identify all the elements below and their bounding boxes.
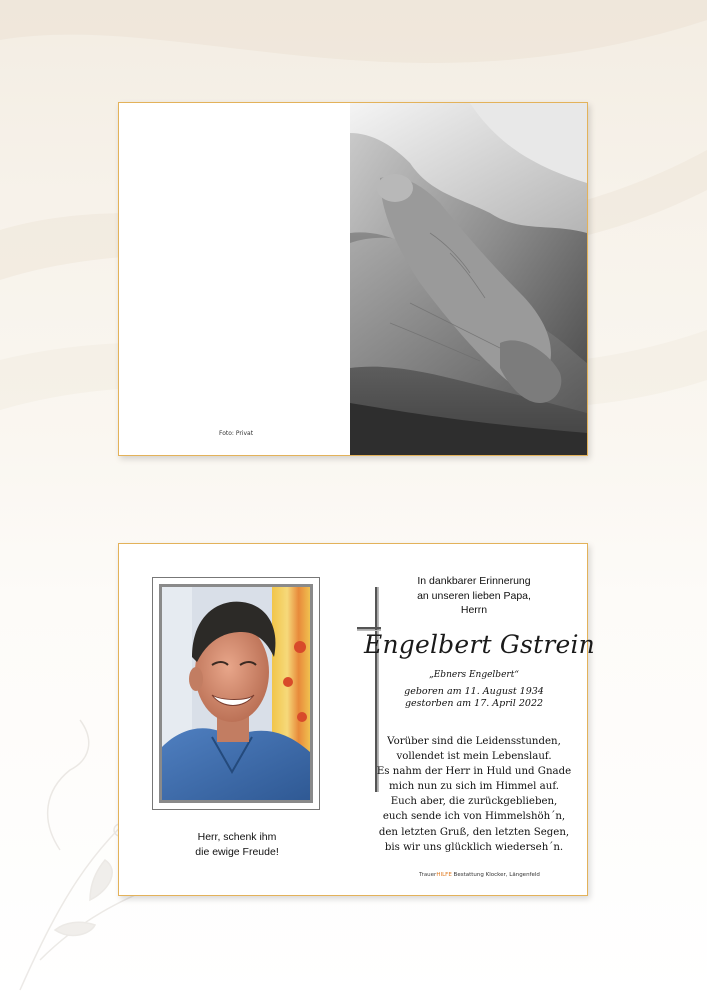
card-front — [118, 102, 588, 456]
poem-line: den letzten Gruß, den letzten Segen, — [378, 826, 570, 838]
poem-line: mich nun zu sich im Himmel auf. — [389, 781, 559, 793]
deceased-nickname: „Ebners Engelbert“ — [429, 670, 519, 680]
card-front-left-panel — [119, 103, 350, 455]
poem-line: bis wir uns glücklich wiederseh´n. — [384, 841, 564, 853]
intro-text — [364, 574, 584, 618]
funeral-home-credit — [419, 872, 540, 878]
photo-credit: Foto: Privat — [219, 430, 254, 437]
funeral-home-name: Bestattung Klocker, Längenfeld — [453, 872, 540, 878]
poem-line: euch sende ich von Himmelshöh´n, — [382, 811, 566, 823]
poem-line: Es nahm der Herr in Huld und Gnade — [376, 766, 572, 778]
death-date: gestorben am 17. April 2022 — [404, 698, 544, 709]
portrait-frame — [152, 577, 320, 810]
life-dates — [364, 686, 584, 710]
brand-name-part1: Trauer — [419, 872, 437, 878]
poem-line: Euch aber, die zurückgeblieben, — [390, 796, 558, 808]
brand-name-part2: HILFE — [436, 872, 452, 878]
deceased-name: Engelbert Gstrein — [364, 630, 595, 659]
memorial-poem — [364, 734, 584, 855]
memorial-caption — [157, 830, 317, 860]
poem-line: vollendet ist mein Lebenslauf. — [396, 751, 552, 763]
hands-photo — [350, 103, 587, 455]
caption-line: Herr, schenk ihm — [197, 831, 277, 843]
intro-line: Herrn — [460, 604, 488, 616]
birth-date: geboren am 11. August 1934 — [404, 686, 544, 697]
intro-line: In dankbarer Erinnerung — [417, 575, 531, 587]
portrait-photo — [159, 584, 313, 803]
poem-line: Vorüber sind die Leidensstunden, — [387, 736, 561, 747]
caption-line: die ewige Freude! — [195, 846, 279, 858]
card-back — [118, 543, 595, 896]
intro-line: an unseren lieben Papa, — [417, 589, 531, 602]
